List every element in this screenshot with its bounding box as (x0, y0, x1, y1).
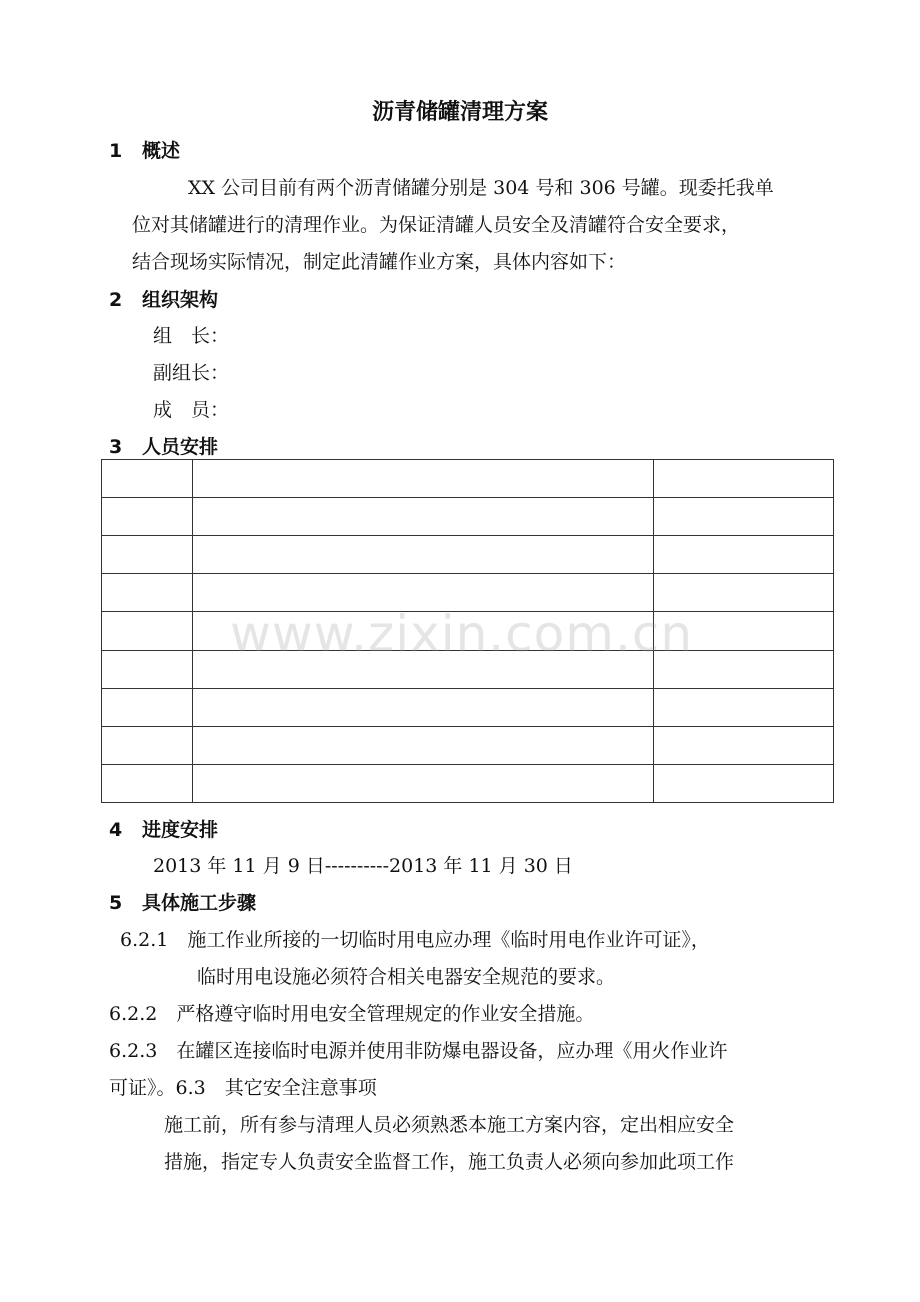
section-2-heading (109, 285, 218, 312)
table-cell (654, 688, 834, 726)
table-cell (102, 650, 193, 688)
step-6-2-3-line-2: 可证》。6.3 其它安全注意事项 (109, 1077, 377, 1099)
table-cell (654, 726, 834, 764)
table-cell (193, 460, 654, 498)
section-title: 概述 (142, 140, 181, 162)
schedule-dates: 2013 年 11 月 9 日----------2013 年 11 月 30 日 (153, 855, 573, 877)
safety-paragraph-line-2: 措施，指定专人负责安全监督工作，施工负责人必须向参加此项工作 (164, 1151, 735, 1173)
section-3-heading (109, 432, 218, 459)
table-cell (102, 726, 193, 764)
section-title: 人员安排 (142, 436, 219, 458)
section-5-heading (109, 888, 256, 915)
section-number: 3 (109, 436, 123, 458)
table-row (102, 688, 834, 726)
section-4-heading (109, 815, 218, 842)
org-deputy-leader: 副组长： (153, 362, 230, 384)
table-cell (193, 498, 654, 536)
table-cell (193, 688, 654, 726)
section-title: 具体施工步骤 (142, 892, 257, 914)
table-cell (102, 460, 193, 498)
step-6-2-3-line-1: 6.2.3 在罐区连接临时电源并使用非防爆电器设备，应办理《用火作业许 (109, 1040, 728, 1062)
table-cell (102, 764, 193, 802)
safety-paragraph-line-1: 施工前，所有参与清理人员必须熟悉本施工方案内容，定出相应安全 (164, 1114, 735, 1136)
table-cell (654, 498, 834, 536)
table-cell (193, 536, 654, 574)
document-title: 沥青储罐清理方案 (371, 99, 548, 125)
table-cell (654, 764, 834, 802)
step-6-2-2: 6.2.2 严格遵守临时用电安全管理规定的作业安全措施。 (109, 1003, 595, 1025)
table-row (102, 460, 834, 498)
table-cell (102, 536, 193, 574)
section-title: 进度安排 (142, 819, 219, 841)
table-cell (102, 612, 193, 650)
table-cell (654, 536, 834, 574)
section-title: 组织架构 (142, 289, 219, 311)
table-cell (654, 460, 834, 498)
table-cell (102, 688, 193, 726)
org-members: 成 员： (153, 399, 230, 421)
step-6-2-1-line-2: 临时用电设施必须符合相关电器安全规范的要求。 (197, 966, 616, 988)
section-number: 1 (109, 140, 123, 162)
section-number: 4 (109, 819, 123, 841)
watermark: www.zixin.com.cn (230, 605, 694, 663)
table-cell (193, 764, 654, 802)
table-row (102, 726, 834, 764)
section-1-heading (109, 136, 180, 163)
overview-line-2: 位对其储罐进行的清理作业。为保证清罐人员安全及清罐符合安全要求， (132, 214, 741, 236)
table-cell (102, 574, 193, 612)
table-cell (102, 498, 193, 536)
table-row (102, 764, 834, 802)
step-6-2-1-line-1: 6.2.1 施工作业所接的一切临时用电应办理《临时用电作业许可证》， (120, 929, 710, 951)
table-row (102, 536, 834, 574)
table-cell (193, 726, 654, 764)
overview-line-1: XX 公司目前有两个沥青储罐分别是 304 号和 306 号罐。现委托我单 (188, 177, 774, 199)
section-number: 5 (109, 892, 123, 914)
overview-line-3: 结合现场实际情况，制定此清罐作业方案，具体内容如下： (132, 251, 627, 273)
section-number: 2 (109, 289, 123, 311)
table-row (102, 498, 834, 536)
org-leader: 组 长： (153, 325, 230, 347)
